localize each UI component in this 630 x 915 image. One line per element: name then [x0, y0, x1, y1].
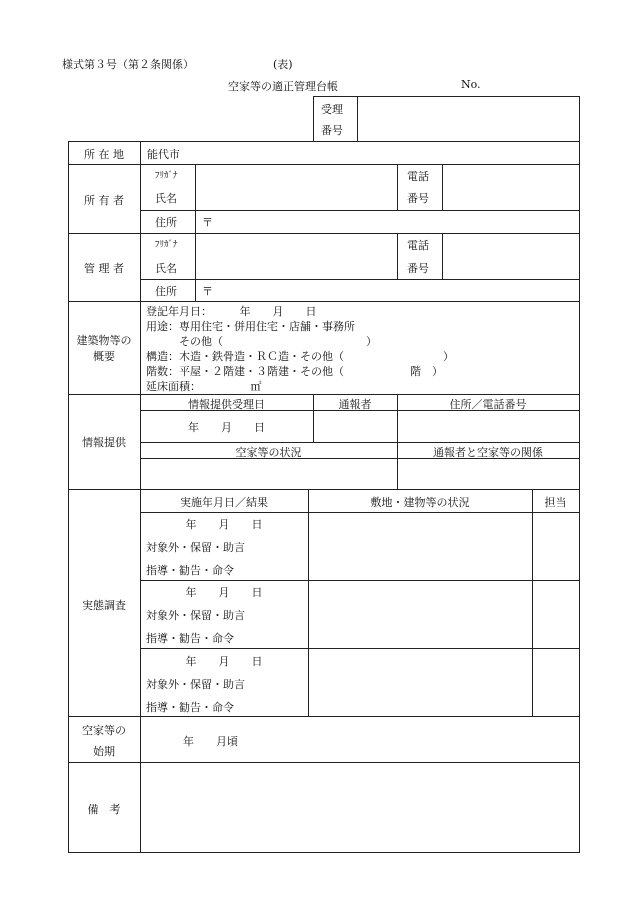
- building-usage-other: その他（ ）: [146, 335, 377, 348]
- info-received-date[interactable]: 年 月 日: [188, 421, 265, 434]
- survey-row-2-date[interactable]: 年 月 日: [185, 586, 263, 599]
- survey-row-1-status-field[interactable]: [309, 513, 531, 579]
- manager-phone-label-2: 番号: [407, 262, 429, 275]
- remarks-label: 備 考: [87, 803, 121, 816]
- form-side: (表): [273, 58, 293, 71]
- survey-col-date: 実施年月日／結果: [180, 496, 268, 509]
- manager-phone-left: [397, 233, 398, 279]
- reception-left-border: [313, 96, 314, 141]
- separator-manager: [68, 301, 580, 302]
- survey-row-2-result-2[interactable]: 指導・勧告・命令: [146, 632, 234, 645]
- separator-survey: [68, 716, 580, 717]
- manager-name-field[interactable]: [196, 234, 396, 278]
- location-value[interactable]: 能代市: [147, 148, 180, 161]
- building-label-2: 概要: [93, 350, 115, 363]
- number-label: No.: [461, 78, 481, 91]
- owner-name-field[interactable]: [196, 165, 396, 209]
- reception-number-field[interactable]: [358, 97, 579, 140]
- page-title: 空家等の適正管理台帳: [228, 80, 338, 93]
- survey-row-3-status-field[interactable]: [309, 649, 531, 715]
- owner-phone-label-1: 電話: [407, 170, 429, 183]
- manager-name-label: 氏名: [155, 262, 177, 275]
- info-status-field[interactable]: [141, 459, 396, 488]
- building-floor-area: 延床面積： ㎡: [146, 380, 262, 393]
- table-top-border: [68, 141, 580, 142]
- building-label-1: 建築物等の: [76, 334, 132, 347]
- survey-label: 実態調査: [82, 599, 126, 612]
- info-address-field[interactable]: [398, 411, 579, 441]
- owner-postal-mark: 〒: [202, 216, 213, 229]
- info-col-reporter: 通報者: [338, 398, 372, 411]
- survey-row-2-result-1[interactable]: 対象外・保留・助言: [146, 609, 245, 622]
- manager-phone-field[interactable]: [443, 234, 579, 278]
- reception-label-2: 番号: [321, 124, 343, 137]
- manager-furigana-label: ﾌﾘｶﾞﾅ: [155, 240, 178, 250]
- manager-postal-mark: 〒: [202, 285, 213, 298]
- info-label: 情報提供: [82, 436, 126, 449]
- survey-row-1-result-2[interactable]: 指導・勧告・命令: [146, 564, 234, 577]
- manager-address-field[interactable]: [216, 280, 579, 300]
- table-bottom-border: [68, 852, 580, 853]
- separator-building: [68, 394, 580, 395]
- survey-row-3-date[interactable]: 年 月 日: [185, 655, 263, 668]
- owner-furigana-label: ﾌﾘｶﾞﾅ: [155, 171, 178, 181]
- owner-phone-field[interactable]: [443, 165, 579, 209]
- info-reporter-field[interactable]: [314, 411, 396, 441]
- owner-name-label: 氏名: [155, 192, 177, 205]
- separator-info: [68, 489, 580, 490]
- info-col-address: 住所／電話番号: [449, 398, 527, 411]
- building-registration-date: 登記年月日： 年 月 日: [146, 305, 317, 318]
- survey-row-3-person-field[interactable]: [533, 649, 579, 715]
- survey-col-person: 担当: [544, 496, 567, 509]
- survey-col-status: 敷地・建物等の状況: [370, 496, 470, 509]
- manager-phone-label-1: 電話: [407, 239, 429, 252]
- survey-row-1-person-field[interactable]: [533, 513, 579, 579]
- vacancy-start-label-1: 空家等の: [82, 724, 126, 737]
- vacancy-start-value[interactable]: 年 月頃: [183, 735, 238, 748]
- form-number: 様式第３号（第２条関係）: [62, 58, 194, 71]
- info-col-status: 空家等の状況: [235, 446, 302, 459]
- info-mid-line: [140, 442, 580, 443]
- survey-row-2-person-field[interactable]: [533, 581, 579, 647]
- info-col-received: 情報提供受理日: [188, 398, 265, 411]
- owner-phone-label-2: 番号: [407, 192, 429, 205]
- remarks-field[interactable]: [141, 763, 579, 851]
- owner-label: 所 有 者: [84, 194, 124, 207]
- manager-label: 管 理 者: [84, 262, 124, 275]
- info-col-relation: 通報者と空家等の関係: [433, 446, 543, 459]
- building-floors: 階数：平屋・２階建・３階建・その他（ 階 ）: [146, 365, 443, 378]
- vacancy-start-label-2: 始期: [93, 745, 115, 758]
- building-structure: 構造：木造・鉄骨造・ＲＣ造・その他（ ）: [146, 350, 454, 363]
- survey-row-1-result-1[interactable]: 対象外・保留・助言: [146, 541, 245, 554]
- survey-row-1-date[interactable]: 年 月 日: [185, 518, 263, 531]
- reception-label-1: 受理: [321, 103, 343, 116]
- location-label: 所 在 地: [84, 148, 124, 161]
- survey-row-3-result-2[interactable]: 指導・勧告・命令: [146, 701, 234, 714]
- owner-phone-left: [397, 164, 398, 210]
- manager-address-label: 住所: [155, 285, 177, 298]
- survey-row-3-result-1[interactable]: 対象外・保留・助言: [146, 678, 245, 691]
- building-usage: 用途：専用住宅・併用住宅・店舗・事務所: [146, 320, 355, 333]
- info-relation-field[interactable]: [398, 459, 579, 488]
- owner-address-label: 住所: [155, 216, 177, 229]
- survey-row-2-status-field[interactable]: [309, 581, 531, 647]
- owner-address-field[interactable]: [216, 211, 579, 232]
